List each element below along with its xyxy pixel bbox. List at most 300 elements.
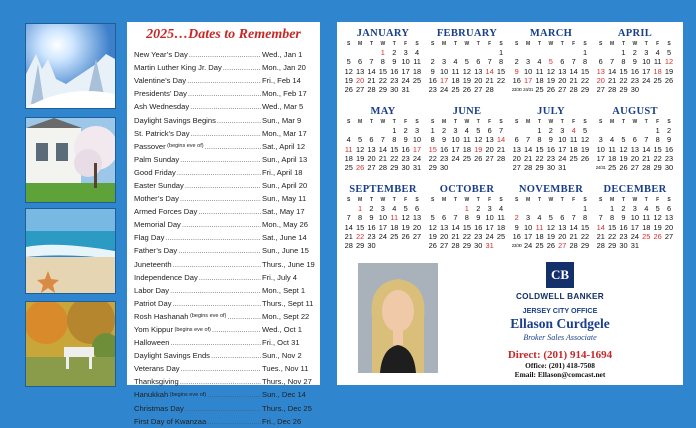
day-cell: 3 — [526, 213, 531, 223]
day-cell: 1 — [392, 126, 397, 135]
day-cell: 9 — [476, 213, 481, 223]
day-cell: 1 — [610, 204, 615, 213]
date-event-date: Sat., April 12 — [262, 141, 306, 151]
day-cell: 20 — [558, 75, 567, 85]
weekday-header — [343, 197, 423, 204]
day-cell: 23 — [474, 231, 483, 241]
day-cell — [595, 204, 606, 213]
day-cell: 27 — [412, 231, 422, 241]
day-cell: 25 — [496, 231, 506, 241]
day-cell: 2 — [514, 57, 519, 67]
day-cell: 28 — [569, 241, 578, 251]
dot-leader — [190, 102, 261, 111]
day-cell: 6 — [358, 57, 363, 67]
dot-leader — [212, 325, 261, 334]
day-cell: 2 — [621, 204, 626, 213]
day-cell — [641, 241, 652, 250]
day-cell: 23 — [439, 153, 449, 163]
day-cell: 25 — [535, 85, 544, 95]
day-cell — [629, 126, 640, 135]
day-cell: 14 — [596, 222, 605, 232]
day-cell: 7 — [526, 135, 531, 145]
month-title: FEBRUARY — [436, 28, 498, 39]
date-row — [134, 271, 315, 284]
weekday-label: S — [431, 197, 435, 203]
day-cell: 25 — [535, 241, 544, 251]
week-row — [427, 57, 507, 66]
day-cell: 1 — [582, 48, 588, 57]
day-cell: 10 — [485, 213, 494, 223]
date-row — [134, 375, 315, 388]
day-cell: 9 — [514, 222, 519, 232]
day-cell: 18 — [344, 153, 353, 163]
day-cell: 8 — [392, 135, 397, 145]
day-cell: 8 — [358, 213, 363, 223]
week-row — [595, 213, 675, 222]
day-cell: 5 — [548, 213, 553, 223]
day-cell: 4 — [498, 204, 504, 213]
week-row — [427, 76, 507, 85]
week-row — [343, 57, 423, 66]
day-cell: 28 — [523, 163, 533, 173]
day-cell: 25 — [462, 153, 471, 163]
month-march — [511, 28, 591, 94]
day-cell — [534, 48, 545, 57]
day-cell: 21 — [569, 75, 578, 85]
day-cell: 19 — [428, 231, 437, 241]
day-cell: 19 — [653, 222, 662, 232]
week-row — [511, 232, 591, 241]
day-cell — [389, 241, 400, 250]
day-cell: 9 — [442, 135, 447, 145]
day-cell — [522, 126, 533, 135]
weekday-label: T — [369, 197, 373, 203]
week-row — [343, 154, 423, 163]
day-cell: 1 — [655, 126, 660, 135]
day-cell: 3 — [632, 204, 637, 213]
day-cell: 20 — [355, 75, 365, 85]
day-cell: 10 — [451, 135, 460, 145]
date-event-date: Sun., June 15 — [262, 246, 309, 256]
weekday-header — [595, 197, 675, 204]
dot-leader — [185, 181, 261, 190]
day-cell: 9 — [548, 135, 553, 145]
day-cell: 11 — [535, 222, 544, 232]
day-cell: 26 — [653, 231, 662, 241]
day-cell: 31 — [401, 85, 410, 95]
month-july — [511, 106, 591, 172]
day-cell: 12 — [580, 135, 590, 145]
date-row — [134, 362, 315, 375]
day-cell: 19 — [401, 222, 410, 232]
date-event-date: Thurs., June 19 — [262, 259, 315, 269]
day-cell: 24 — [642, 75, 651, 85]
dot-leader — [207, 390, 261, 399]
day-cell: 21 — [485, 75, 494, 85]
day-cell: 4 — [414, 48, 420, 57]
day-cell: 18 — [496, 222, 506, 232]
day-cell: 27 — [558, 85, 567, 95]
weekday-label: S — [667, 197, 671, 203]
day-cell: 21 — [378, 153, 387, 163]
week-row — [343, 163, 423, 172]
day-cell: 26 — [401, 231, 410, 241]
weekday-label: M — [358, 41, 363, 47]
date-row — [134, 297, 315, 310]
day-cell: 30 — [619, 241, 628, 251]
week-row — [511, 145, 591, 154]
weekday-header — [343, 119, 423, 126]
week-row — [427, 135, 507, 144]
weekday-label: W — [464, 41, 470, 47]
weekday-header — [343, 41, 423, 48]
day-cell: 25 — [607, 163, 617, 173]
week-row — [511, 154, 591, 163]
weekday-label: T — [621, 119, 625, 125]
week-row — [427, 154, 507, 163]
day-cell: 3 — [380, 204, 385, 213]
dot-leader — [181, 364, 261, 373]
dot-leader — [180, 377, 261, 386]
dot-leader — [182, 220, 261, 229]
date-event-name: Hanukkah — [134, 390, 169, 400]
day-cell: 24 — [630, 231, 639, 241]
day-cell: 25 — [642, 231, 651, 241]
day-cell: 24/31 — [595, 165, 606, 171]
day-cell: 24 — [412, 153, 422, 163]
day-cell — [343, 126, 354, 135]
day-cell: 10 — [412, 135, 422, 145]
date-event-name: Martin Luther King Jr. Day — [134, 63, 222, 73]
day-cell: 19 — [462, 75, 471, 85]
weekday-label: T — [537, 197, 541, 203]
week-row — [595, 241, 675, 250]
weekday-label: W — [548, 197, 554, 203]
weekday-label: M — [442, 41, 447, 47]
date-event-name: St. Patrick’s Day — [134, 128, 190, 138]
weekday-label: S — [499, 197, 503, 203]
day-cell: 15 — [535, 144, 544, 154]
day-cell: 1 — [464, 204, 469, 213]
day-cell: 19 — [546, 75, 555, 85]
day-cell: 6 — [560, 57, 565, 67]
week-row — [511, 76, 591, 85]
day-cell: 22 — [496, 75, 506, 85]
day-cell — [606, 48, 617, 57]
week-row — [511, 57, 591, 66]
weekday-label: M — [358, 197, 363, 203]
weekday-label: F — [572, 197, 576, 203]
day-cell: 12 — [474, 135, 483, 145]
weekday-label: S — [599, 197, 603, 203]
day-cell — [354, 48, 365, 57]
week-row — [511, 85, 591, 94]
week-row — [427, 48, 507, 57]
day-cell: 21 — [569, 231, 578, 241]
day-cell: 23 — [428, 85, 437, 95]
date-event-name: Mother’s Day — [134, 194, 179, 204]
dot-leader — [211, 351, 261, 360]
day-cell: 30 — [439, 163, 449, 173]
dot-leader — [227, 312, 261, 321]
day-cell: 3 — [442, 57, 447, 67]
week-row — [343, 223, 423, 232]
day-cell: 12 — [619, 144, 628, 154]
day-cell: 22 — [580, 231, 590, 241]
date-row — [134, 205, 315, 218]
date-event-date: Mon., Sept 22 — [262, 311, 310, 321]
date-event-date: Fri., Dec 26 — [262, 416, 302, 426]
weekday-label: W — [548, 119, 554, 125]
day-cell: 4 — [537, 213, 542, 223]
day-cell: 23/30 — [511, 87, 522, 93]
day-cell — [377, 126, 388, 135]
day-cell: 29 — [355, 241, 365, 251]
dot-leader — [177, 168, 261, 177]
date-event-date: Fri., April 18 — [262, 167, 303, 177]
dot-leader — [191, 129, 261, 138]
weekday-label: S — [583, 119, 587, 125]
day-cell: 8 — [537, 135, 542, 145]
day-cell: 12 — [546, 222, 555, 232]
day-cell: 14 — [496, 135, 506, 145]
week-row — [343, 213, 423, 222]
day-cell: 9 — [666, 135, 672, 145]
direct-phone: Direct: (201) 914-1694 — [507, 349, 613, 361]
weekday-label: T — [476, 197, 480, 203]
week-row — [595, 232, 675, 241]
day-cell: 24 — [451, 153, 460, 163]
weekday-label: T — [644, 41, 648, 47]
day-cell: 23 — [619, 231, 628, 241]
day-cell: 13 — [412, 213, 422, 223]
weekday-label: S — [347, 197, 351, 203]
weekday-label: T — [644, 119, 648, 125]
date-event-date: Fri., Oct 31 — [262, 338, 300, 348]
day-cell: 16 — [428, 75, 437, 85]
date-row — [134, 244, 315, 257]
day-cell: 12 — [344, 66, 353, 76]
day-cell: 4 — [392, 204, 397, 213]
day-cell: 8 — [621, 57, 626, 67]
date-event-name: Daylight Savings Ends — [134, 351, 210, 361]
day-cell: 26 — [664, 75, 674, 85]
week-row — [511, 48, 591, 57]
day-cell: 4 — [537, 57, 542, 67]
day-cell — [450, 163, 461, 172]
date-row — [134, 100, 315, 113]
day-cell: 31 — [630, 241, 639, 251]
date-row — [134, 87, 315, 100]
day-cell: 7 — [644, 135, 649, 145]
day-cell: 3 — [453, 126, 458, 135]
month-title: JUNE — [452, 106, 482, 117]
week-row — [595, 204, 675, 213]
day-cell: 9 — [632, 57, 637, 67]
day-cell: 26 — [462, 85, 471, 95]
weekday-label: F — [572, 41, 576, 47]
week-row — [595, 145, 675, 154]
day-cell: 26 — [546, 85, 555, 95]
date-row — [134, 179, 315, 192]
weekday-label: S — [431, 41, 435, 47]
day-cell: 13 — [558, 66, 567, 76]
day-cell: 20 — [367, 153, 376, 163]
day-cell — [579, 163, 590, 172]
date-row — [134, 258, 315, 271]
day-cell: 8 — [430, 135, 435, 145]
day-cell: 15 — [355, 222, 365, 232]
day-cell — [495, 241, 506, 250]
month-february — [427, 28, 507, 94]
day-cell: 20 — [630, 153, 639, 163]
date-row — [134, 388, 315, 401]
weekday-label: S — [415, 197, 419, 203]
day-cell — [511, 204, 522, 213]
day-cell: 14 — [367, 66, 376, 76]
dot-leader — [188, 89, 261, 98]
day-cell: 7 — [369, 57, 374, 67]
day-cell: 22 — [535, 153, 544, 163]
day-cell — [652, 85, 663, 94]
date-event-date: Sun., Dec 14 — [262, 390, 306, 400]
day-cell: 18 — [535, 231, 544, 241]
day-cell: 25 — [412, 75, 422, 85]
date-event-name: Passover — [134, 141, 166, 151]
day-cell: 20 — [439, 231, 449, 241]
weekday-label: T — [369, 119, 373, 125]
dates-list — [134, 48, 315, 428]
day-cell: 11 — [451, 66, 460, 76]
day-cell — [438, 204, 449, 213]
weekday-label: S — [667, 41, 671, 47]
date-row — [134, 153, 315, 166]
weekday-label: T — [644, 197, 648, 203]
month-december — [595, 184, 675, 250]
date-event-note: (begins eve of) — [168, 391, 207, 398]
dates-title: 2025…Dates to Remember — [146, 27, 301, 42]
day-cell: 27 — [558, 241, 567, 251]
day-cell: 1 — [537, 126, 542, 135]
month-title: SEPTEMBER — [349, 184, 417, 195]
day-cell: 31 — [558, 163, 567, 173]
week-row — [343, 76, 423, 85]
day-cell: 15 — [619, 66, 628, 76]
day-cell: 1 — [430, 126, 435, 135]
month-title: JULY — [537, 106, 565, 117]
day-cell: 5 — [582, 126, 588, 135]
day-cell: 22 — [462, 231, 471, 241]
weekday-header — [427, 41, 507, 48]
day-cell: 2 — [403, 126, 408, 135]
day-cell: 5 — [464, 57, 469, 67]
day-cell — [473, 48, 484, 57]
date-event-name: Easter Sunday — [134, 180, 184, 190]
weekday-label: S — [583, 41, 587, 47]
day-cell: 19 — [546, 231, 555, 241]
date-row — [134, 310, 315, 323]
day-cell — [522, 48, 533, 57]
date-row — [134, 402, 315, 415]
week-row — [343, 135, 423, 144]
date-row — [134, 113, 315, 126]
day-cell: 20 — [664, 222, 674, 232]
day-cell — [568, 163, 579, 172]
spring-house-photo — [25, 117, 116, 203]
date-event-name: Independence Day — [134, 272, 198, 282]
day-cell: 28 — [485, 85, 494, 95]
day-cell: 21 — [451, 231, 460, 241]
day-cell: 28 — [569, 85, 578, 95]
day-cell: 13 — [664, 213, 674, 223]
week-row — [427, 204, 507, 213]
day-cell: 7 — [487, 57, 492, 67]
date-event-date: Mon., Jan 20 — [262, 63, 306, 73]
day-cell: 18 — [535, 75, 544, 85]
day-cell: 3 — [644, 48, 649, 57]
day-cell: 26 — [546, 241, 555, 251]
date-event-name: Daylight Savings Begins — [134, 115, 216, 125]
weekday-label: S — [599, 41, 603, 47]
day-cell: 8 — [380, 57, 385, 67]
day-cell — [484, 163, 495, 172]
date-event-date: Mon., Mar 17 — [262, 128, 307, 138]
day-cell: 27 — [355, 85, 365, 95]
week-row — [595, 85, 675, 94]
day-cell: 7 — [346, 213, 351, 223]
day-cell: 10 — [523, 222, 533, 232]
day-cell: 6 — [487, 126, 492, 135]
week-row — [343, 85, 423, 94]
weekday-label: W — [632, 41, 638, 47]
day-cell: 28 — [451, 241, 460, 251]
day-cell: 21 — [367, 75, 376, 85]
day-cell: 22 — [607, 231, 617, 241]
weekday-label: M — [610, 197, 615, 203]
day-cell: 11 — [608, 144, 616, 154]
day-cell: 18 — [653, 66, 662, 76]
date-row — [134, 231, 315, 244]
month-title: APRIL — [617, 28, 653, 39]
day-cell: 29 — [607, 241, 617, 251]
day-cell: 11 — [390, 213, 399, 223]
day-cell: 7 — [571, 213, 576, 223]
day-cell: 13 — [596, 66, 605, 76]
day-cell: 11 — [344, 144, 353, 154]
date-event-date: Tues., Nov 11 — [262, 364, 309, 374]
day-cell — [411, 85, 422, 94]
date-row — [134, 140, 315, 153]
day-cell — [495, 85, 506, 94]
day-cell: 3 — [598, 135, 603, 145]
weekday-label: M — [526, 119, 531, 125]
day-cell: 6 — [369, 135, 374, 145]
day-cell: 26 — [619, 163, 628, 173]
day-cell: 14 — [378, 144, 387, 154]
weekday-label: S — [515, 41, 519, 47]
day-cell: 16 — [439, 144, 449, 154]
day-cell: 21 — [642, 153, 651, 163]
day-cell: 1 — [582, 204, 588, 213]
day-cell: 15 — [653, 144, 662, 154]
day-cell: 5 — [666, 48, 672, 57]
day-cell: 19 — [619, 153, 628, 163]
day-cell: 11 — [653, 57, 662, 67]
day-cell — [461, 48, 472, 57]
month-title: AUGUST — [612, 106, 658, 117]
weekday-label: M — [442, 197, 447, 203]
weekday-label: S — [583, 197, 587, 203]
